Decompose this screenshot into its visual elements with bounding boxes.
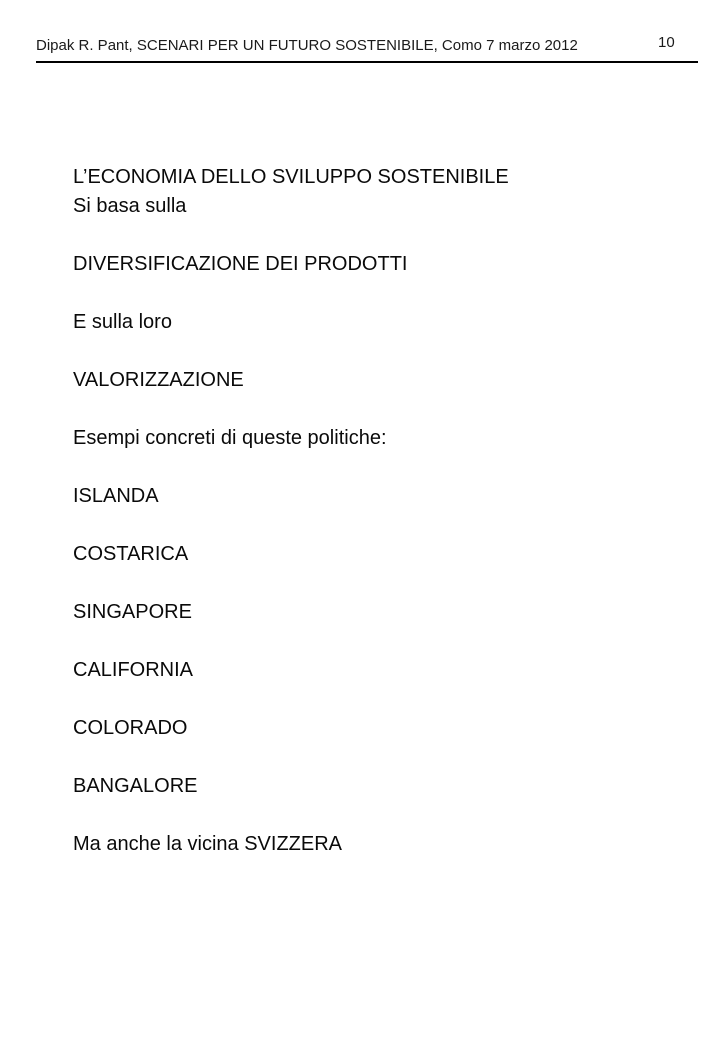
text-line-svizzera: Ma anche la vicina SVIZZERA xyxy=(73,833,342,855)
text-line-diversificazione: DIVERSIFICAZIONE DEI PRODOTTI xyxy=(73,253,408,275)
text-line-singapore: SINGAPORE xyxy=(73,601,192,623)
page-number: 10 xyxy=(658,34,675,51)
text-line-esempi: Esempi concreti di queste politiche: xyxy=(73,427,387,449)
text-line-e-sulla-loro: E sulla loro xyxy=(73,311,172,333)
header-title: Dipak R. Pant, SCENARI PER UN FUTURO SOSTENIBILE, Como 7 marzo 2012 xyxy=(36,37,578,54)
text-line-economia: L’ECONOMIA DELLO SVILUPPO SOSTENIBILE xyxy=(73,166,509,188)
text-line-colorado: COLORADO xyxy=(73,717,188,739)
text-line-bangalore: BANGALORE xyxy=(73,775,198,797)
text-line-california: CALIFORNIA xyxy=(73,659,194,681)
text-line-islanda: ISLANDA xyxy=(73,485,159,507)
header-divider xyxy=(36,61,698,63)
body-content xyxy=(73,163,673,859)
text-line-si-basa: Si basa sulla xyxy=(73,195,187,217)
text-line-valorizzazione: VALORIZZAZIONE xyxy=(73,369,244,391)
text-line-costarica: COSTARICA xyxy=(73,543,189,565)
